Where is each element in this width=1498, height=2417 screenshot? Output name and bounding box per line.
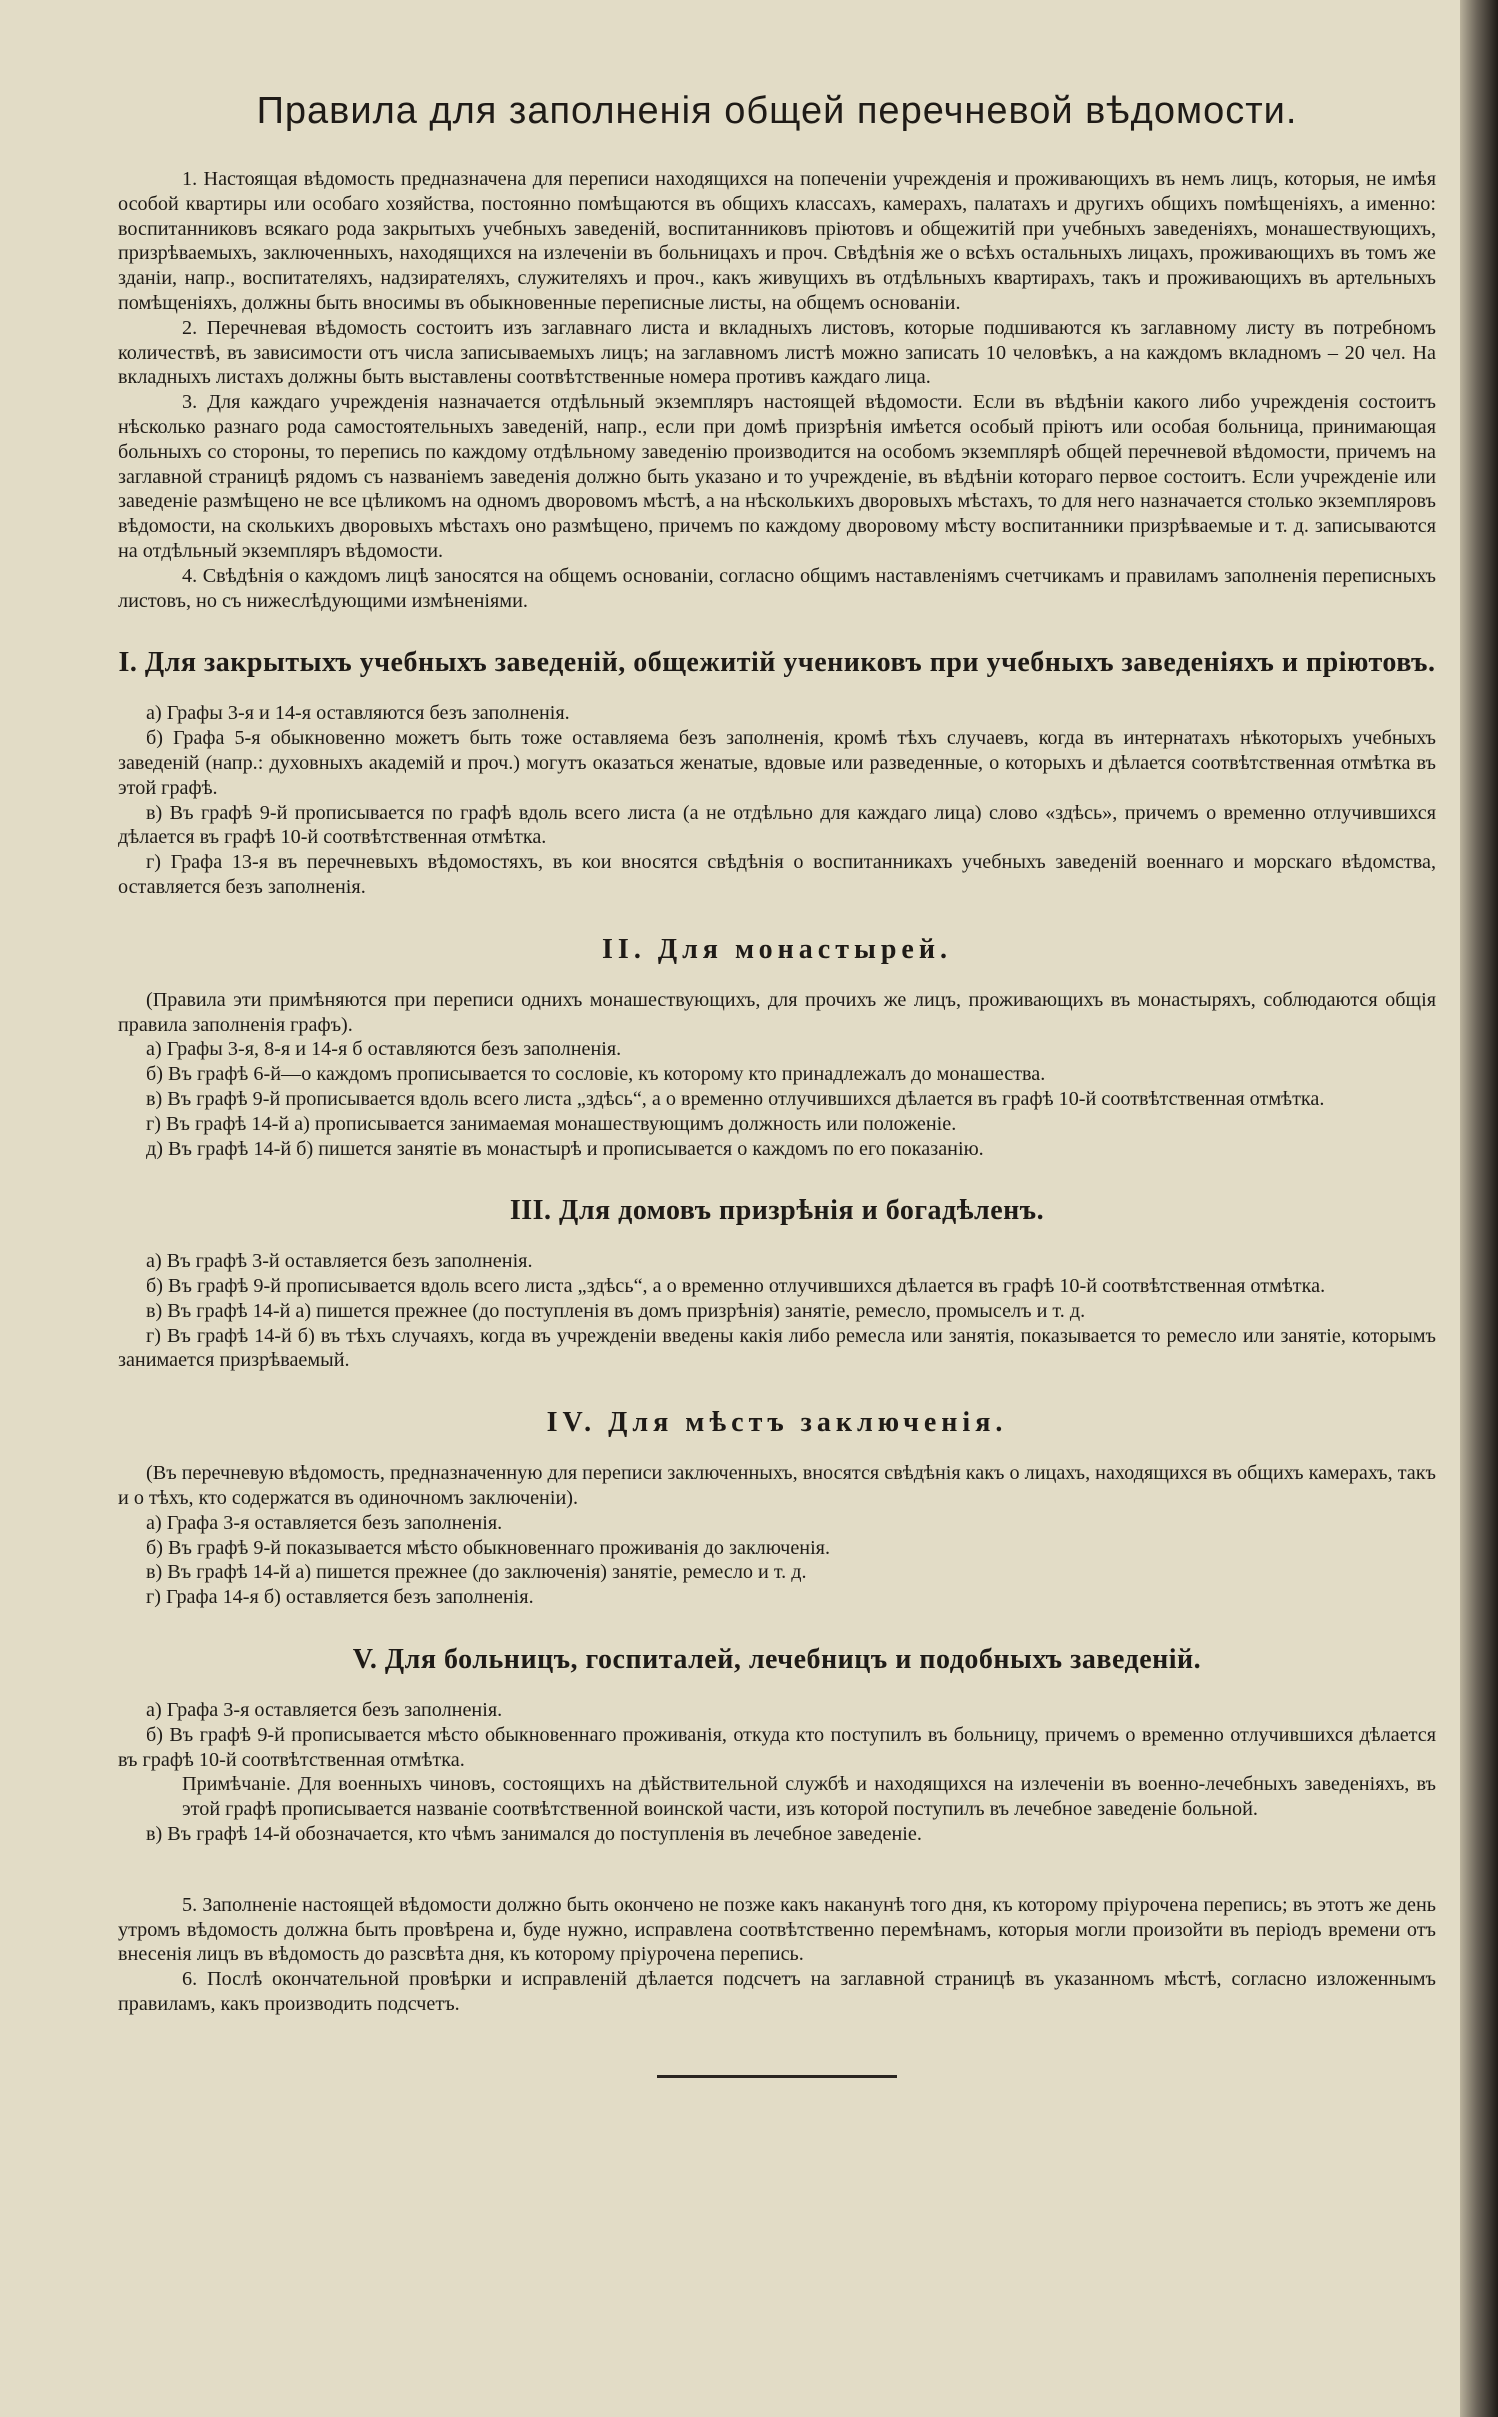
list-item: а) Въ графѣ 3-й оставляется безъ заполненія. <box>146 1250 533 1273</box>
section-4 <box>118 1407 1436 1610</box>
rule-6: 6. Послѣ окончательной провѣрки и исправленій дѣлается подсчетъ на заглавной страницѣ въ указанномъ мѣстѣ, согласно изложеннымъ правиламъ, какъ производить подсчетъ. <box>118 1968 1436 2016</box>
list-item: в) Въ графѣ 9-й прописывается по графѣ вдоль всего листа (а не отдѣльно для каждаго лица) слово «здѣсь», причемъ о временно отлучившихся дѣлается въ графѣ 10-й соотвѣтственная отмѣтка. <box>118 801 1436 849</box>
rule-3: 3. Для каждаго учрежденія назначается отдѣльный экземпляръ настоящей вѣдомости. Если въ вѣдѣніи какого либо учрежденія состоитъ нѣсколько разнаго рода самостоятельныхъ заведеній, напр., если при домѣ призрѣнія имѣется особый пріютъ или особая больница, принимающая больныхъ со стороны, то перепись по каждому отдѣльному заведенію производится на особомъ экземплярѣ общей перечневой вѣдомости, причемъ на заглавной страницѣ рядомъ съ названіемъ заведенія должно быть указано и то учрежденіе, въ вѣдѣніи котораго первое состоитъ. Если учрежденіе или заведеніе размѣщено не все цѣликомъ на одномъ дворовомъ мѣстѣ, а на нѣсколькихъ дворовыхъ мѣстахъ, то для него назначается столько экземпляровъ вѣдомости, на сколькихъ дворовыхъ мѣстахъ оно размѣщено, причемъ по каждому дворовому мѣсту воспитанники призрѣваемые и т. д. записываются на отдѣльный экземпляръ вѣдомости. <box>118 391 1436 562</box>
list-item: а) Графа 3-я оставляется безъ заполненія. <box>146 1699 503 1722</box>
list-item: б) Графа 5-я обыкновенно можетъ быть тоже оставляема безъ заполненія, кромѣ тѣхъ случаевъ, когда въ интернатахъ нѣкоторыхъ учебныхъ заведеній (напр.: духовныхъ академій и проч.) могутъ оказаться женатые, вдовые или разведенные, о которыхъ и дѣлается соотвѣтственная отмѣтка въ этой графѣ. <box>118 727 1436 799</box>
list-item: а) Графы 3-я, 8-я и 14-я б оставляются безъ заполненія. <box>146 1038 622 1061</box>
list-item: б) Въ графѣ 9-й показывается мѣсто обыкновеннаго проживанія до заключенія. <box>146 1536 831 1559</box>
paper-shadow-edge <box>1460 0 1498 2417</box>
list-item: д) Въ графѣ 14-й б) пишется занятіе въ монастырѣ и прописывается о каждомъ по его показанію. <box>146 1137 984 1160</box>
rule-4: 4. Свѣдѣнія о каждомъ лицѣ заносятся на общемъ основаніи, согласно общимъ наставленіямъ счетчикамъ и правиламъ заполненія переписныхъ листовъ, но съ нижеслѣдующими измѣненіями. <box>118 564 1436 612</box>
page-title: Правила для заполненія общей перечневой вѣдомости. <box>256 90 1298 132</box>
list-item: в) Въ графѣ 9-й прописывается вдоль всего листа „здѣсь“, а о временно отлучившихся дѣлается въ графѣ 10-й соотвѣтственная отмѣтка. <box>146 1087 1325 1110</box>
section-heading: IV. Для мѣстъ заключенія. <box>546 1407 1008 1439</box>
list-item: а) Графы 3-я и 14-я оставляются безъ заполненія. <box>146 702 570 725</box>
list-item: г) Въ графѣ 14-й а) прописывается занимаемая монашествующимъ должность или положеніе. <box>146 1112 957 1135</box>
section-note: (Въ перечневую вѣдомость, предназначенную для переписи заключенныхъ, вносятся свѣдѣнія какъ о лицахъ, находящихся въ общихъ камерахъ, такъ и о тѣхъ, кто содержатся въ одиночномъ заключеніи). <box>118 1462 1436 1510</box>
closing-block <box>118 1893 1436 2017</box>
list-item: б) Въ графѣ 6-й—о каждомъ прописывается то сословіе, къ которому кто принадлежалъ до монашества. <box>146 1063 1046 1086</box>
list-item: г) Графа 14-я б) оставляется безъ заполненія. <box>146 1586 534 1609</box>
list-item: в) Въ графѣ 14-й а) пишется прежнее (до поступленія въ домъ призрѣнія) занятіе, ремесло, промыселъ и т. д. <box>146 1299 1086 1322</box>
section-remark: Примѣчаніе. Для военныхъ чиновъ, состоящихъ на дѣйствительной службѣ и находящихся на излеченіи въ военно-лечебныхъ заведеніяхъ, въ этой графѣ прописывается названіе соотвѣтственной воинской части, изъ которой поступилъ въ лечебное заведеніе больной. <box>182 1773 1436 1821</box>
list-item: г) Графа 13-я въ перечневыхъ вѣдомостяхъ, въ кои вносятся свѣдѣнія о воспитанникахъ учебныхъ заведеній военнаго и морскаго вѣдомства, оставляется безъ заполненія. <box>118 851 1436 898</box>
list-item: в) Въ графѣ 14-й а) пишется прежнее (до заключенія) занятіе, ремесло и т. д. <box>146 1561 807 1584</box>
intro-block <box>118 167 1436 613</box>
rule-1: 1. Настоящая вѣдомость предназначена для переписи находящихся на попеченіи учрежденія и проживающихъ въ немъ лицъ, которыя, не имѣя особой квартиры или особаго хозяйства, постоянно помѣщаются въ общихъ классахъ, камерахъ, палатахъ и другихъ общихъ помѣщеніяхъ, а именно: воспитанниковъ всякаго рода закрытыхъ учебныхъ заведеній, воспитанниковъ пріютовъ и общежитій при учебныхъ заведеніяхъ, монашествующихъ, призрѣваемыхъ, заключенныхъ, находящихся на излеченіи въ больницахъ и проч. Свѣдѣнія же о всѣхъ остальныхъ лицахъ, проживающихъ въ томъ же зданіи, напр., воспитателяхъ, надзирателяхъ, служителяхъ и проч., какъ живущихъ въ отдѣльныхъ квартирахъ, такъ и проживающихъ въ артельныхъ помѣщеніяхъ, должны быть вносимы въ обыкновенные переписные листы, на общемъ основаніи. <box>118 168 1436 314</box>
list-item: б) Въ графѣ 9-й прописывается вдоль всего листа „здѣсь“, а о временно отлучившихся дѣлается въ графѣ 10-й соотвѣтственная отмѣтка. <box>146 1275 1326 1298</box>
spacer <box>118 1847 1436 1893</box>
section-heading: V. Для больницъ, госпиталей, лечебницъ и подобныхъ заведеній. <box>352 1644 1202 1676</box>
section-heading: III. Для домовъ призрѣнія и богадѣленъ. <box>509 1195 1045 1227</box>
list-item: б) Въ графѣ 9-й прописывается мѣсто обыкновеннаго проживанія, откуда кто поступилъ въ больницу, причемъ о временно отлучившихся дѣлается въ графѣ 10-й соотвѣтственная отмѣтка. <box>118 1723 1436 1771</box>
list-item: в) Въ графѣ 14-й обозначается, кто чѣмъ занимался до поступленія въ лечебное заведеніе. <box>146 1823 922 1846</box>
rule-2: 2. Перечневая вѣдомость состоитъ изъ заглавнаго листа и вкладныхъ листовъ, которые подшиваются къ заглавному листу въ потребномъ количествѣ, въ зависимости отъ числа записываемыхъ лицъ; на заглавномъ листѣ можно записать 10 человѣкъ, а на каждомъ вкладномъ – 20 чел. На вкладныхъ листахъ должны быть выставлены соотвѣтственные номера противъ каждаго лица. <box>118 316 1436 389</box>
end-divider <box>657 2075 897 2078</box>
rule-5: 5. Заполненіе настоящей вѣдомости должно быть окончено не позже какъ наканунѣ того дня, къ которому пріурочена перепись; въ этотъ же день утромъ вѣдомость должна быть провѣрена и, буде нужно, исправлена соотвѣтственно перемѣнамъ, которыя могли произойти въ періодъ времени отъ внесенія лицъ въ вѣдомость до разсвѣта дня, къ которому пріурочена перепись. <box>118 1893 1436 1966</box>
section-3 <box>118 1195 1436 1373</box>
section-1 <box>118 647 1436 899</box>
section-heading: II. Для монастырей. <box>602 933 952 965</box>
list-item: а) Графа 3-я оставляется безъ заполненія. <box>146 1511 503 1534</box>
section-2 <box>118 934 1436 1162</box>
section-heading: I. Для закрытыхъ учебныхъ заведеній, общежитій учениковъ при учебныхъ заведеніяхъ и пріютовъ. <box>118 647 1436 679</box>
section-5 <box>118 1644 1436 1847</box>
list-item: г) Въ графѣ 14-й б) въ тѣхъ случаяхъ, когда въ учрежденіи введены какія либо ремесла или занятія, показывается то ремесло или занятіе, которымъ занимается призрѣваемый. <box>118 1324 1436 1372</box>
section-note: (Правила эти примѣняются при переписи однихъ монашествующихъ, для прочихъ же лицъ, проживающихъ въ монастыряхъ, соблюдаются общія правила заполненія графъ). <box>118 988 1436 1036</box>
